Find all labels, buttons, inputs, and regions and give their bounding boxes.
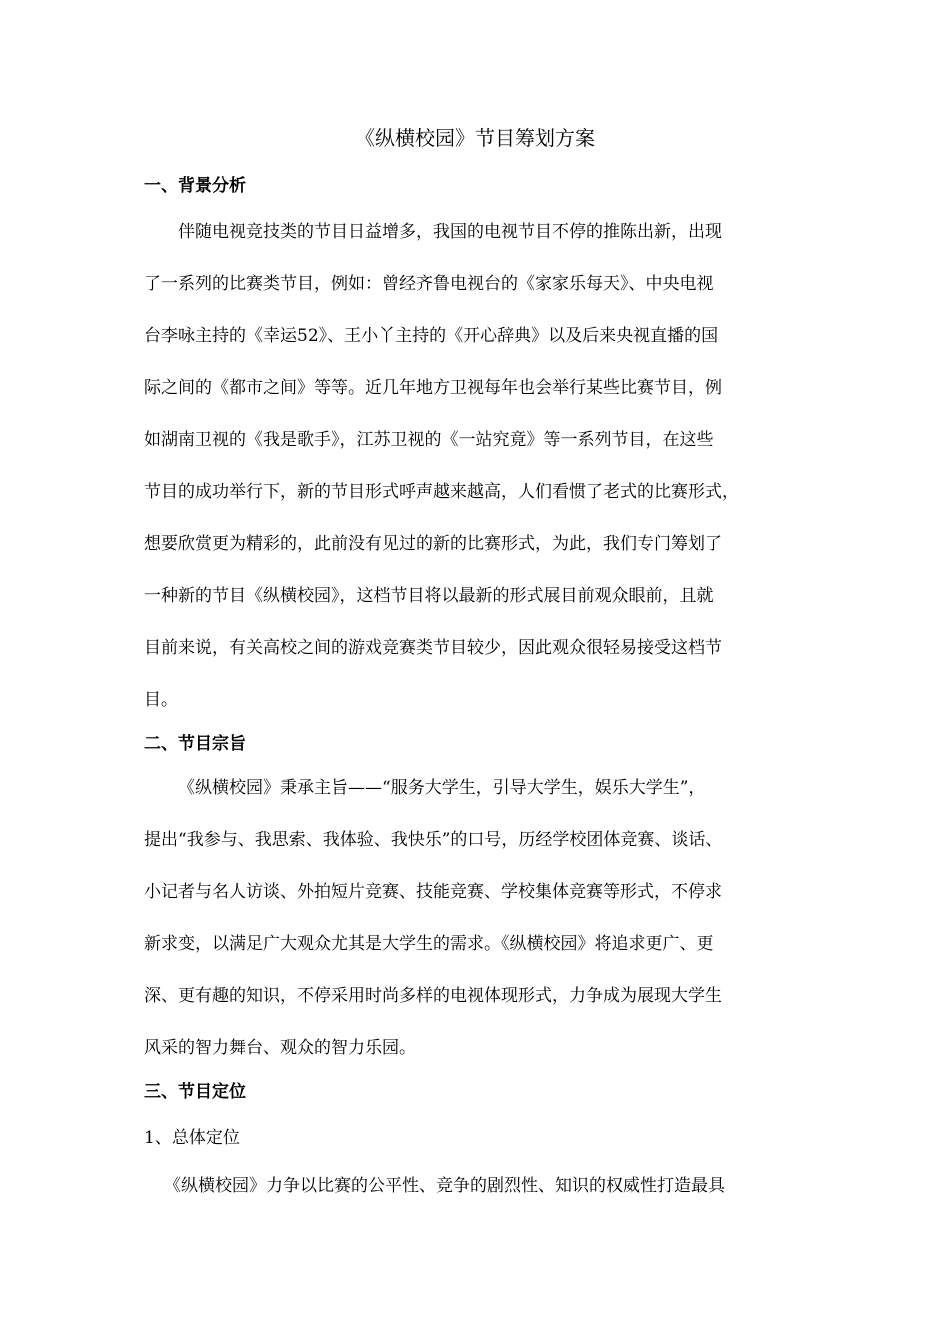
- paragraph-line: 《纵横校园》力争以比赛的公平性、竞争的剧烈性、知识的权威性打造最具: [164, 1176, 725, 1196]
- section-heading-background: 一、背景分析: [144, 176, 246, 196]
- paragraph-line: 风采的智力舞台、观众的智力乐园。: [144, 1038, 416, 1058]
- section-paragraph-purpose: [144, 762, 808, 1074]
- paragraph-line: 小记者与名人访谈、外拍短片竞赛、技能竞赛、学校集体竞赛等形式，不停求: [144, 882, 722, 902]
- paragraph-line: 了一系列的比赛类节目，例如：曾经齐鲁电视台的《家家乐每天》、中央电视: [144, 274, 714, 294]
- paragraph-line: 《纵横校园》秉承主旨——“服务大学生，引导大学生，娱乐大学生”，: [178, 778, 706, 798]
- paragraph-line: 提出“我参与、我思索、我体验、我快乐”的口号，历经学校团体竞赛、谈话、: [144, 830, 723, 850]
- document-title: 《纵横校园》节目筹划方案: [355, 126, 595, 150]
- section-paragraph-background: [144, 206, 808, 726]
- paragraph-line: 伴随电视竞技类的节目日益增多，我国的电视节目不停的推陈出新，出现: [178, 222, 722, 242]
- subsection-heading-overall: 1、总体定位: [144, 1128, 240, 1148]
- section-heading-purpose: 二、节目宗旨: [144, 734, 246, 754]
- paragraph-line: 际之间的《都市之间》等等。近几年地方卫视每年也会举行某些比赛节目，例: [144, 378, 722, 398]
- paragraph-line: 台李咏主持的《幸运52》、王小丫主持的《开心辞典》以及后来央视直播的国: [144, 326, 719, 346]
- section-paragraph-positioning: [144, 1160, 808, 1212]
- paragraph-line: 一种新的节目《纵横校园》，这档节目将以最新的形式展目前观众眼前，且就: [144, 586, 714, 606]
- section-heading-positioning: 三、节目定位: [144, 1082, 246, 1102]
- paragraph-line: 如湖南卫视的《我是歌手》，江苏卫视的《一站究竟》等一系列节目，在这些: [144, 430, 714, 450]
- paragraph-line: 新求变，以满足广大观众尤其是大学生的需求。《纵横校园》将追求更广、更: [144, 934, 714, 954]
- paragraph-line: 目。: [144, 690, 178, 710]
- paragraph-line: 目前来说，有关高校之间的游戏竞赛类节目较少，因此观众很轻易接受这档节: [144, 638, 722, 658]
- paragraph-line: 深、更有趣的知识，不停采用时尚多样的电视体现形式，力争成为展现大学生: [144, 986, 722, 1006]
- paragraph-line: 节目的成功举行下，新的节目形式呼声越来越高，人们看惯了老式的比赛形式，: [144, 482, 739, 502]
- paragraph-line: 想要欣赏更为精彩的，此前没有见过的新的比赛形式，为此，我们专门筹划了: [144, 534, 722, 554]
